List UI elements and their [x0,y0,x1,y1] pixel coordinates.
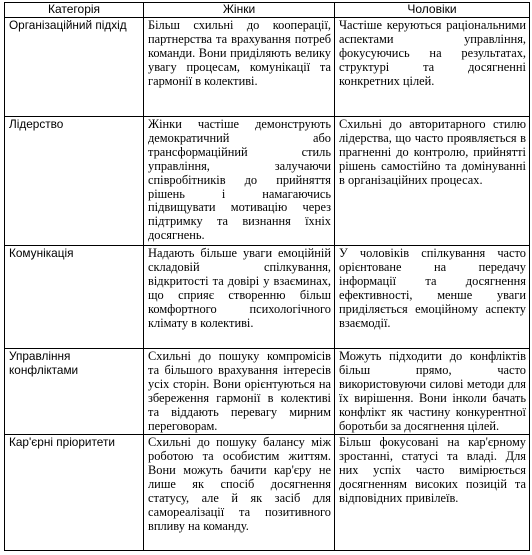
men-cell: Частіше керуються раціональними аспектами управління, фокусуючись на результатах, структурі та досягненні конкретних цілей. [335,18,530,117]
category-cell: Кар'єрні пріоритети [5,435,144,551]
table-row [5,18,530,117]
women-cell: Схильні до пошуку балансу між роботою та особистим життям. Вони можуть бачити кар'єру не лише як спосіб досягнення статусу, але й як засіб для самореалізації та позитивного впливу на команду. [144,435,335,551]
table-row [5,435,530,551]
category-cell: Комунікація [5,246,144,349]
table-header-row [5,3,530,18]
header-women: Жінки [144,3,335,18]
men-cell: У чоловіків спілкування часто орієнтоване на передачу інформації та досягнення ефективності, менше уваги приділяється емоційному аспекту взаємодії. [335,246,530,349]
category-cell: Організаційний підхід [5,18,144,117]
category-cell: Лідерство [5,117,144,246]
men-cell: Схильні до авторитарного стилю лідерства, що часто проявляється в прагненні до контролю, прийнятті рішень самостійно та домінуванні в організаційних процесах. [335,117,530,246]
comparison-table [4,2,530,551]
women-cell: Більш схильні до кооперації, партнерства та врахування потреб команди. Вони приділяють велику увагу процесам, комунікації та гармонії в колективі. [144,18,335,117]
table-row [5,246,530,349]
header-category: Категорія [5,3,144,18]
header-men: Чоловіки [335,3,530,18]
table-row [5,117,530,246]
category-cell: Управління конфліктами [5,349,144,435]
comparison-table-container [4,2,529,551]
women-cell: Надають більше уваги емоційній складовій спілкування, відкритості та довірі у взаєминах, що сприяє створенню більш комфортного психологічного клімату в колективі. [144,246,335,349]
women-cell: Жінки частіше демонструють демократичний або трансформаційний стиль управління, залучаючи співробітників до прийняття рішень і намагаючись підвищувати мотивацію через підтримку та визнання їхніх досягнень. [144,117,335,246]
table-row [5,349,530,435]
men-cell: Можуть підходити до конфліктів більш прямо, часто використовуючи силові методи для їх вирішення. Вони інколи бачать конфлікт як частину конкурентної боротьби за досягнення цілей. [335,349,530,435]
men-cell: Більш фокусовані на кар'єрному зростанні, статусі та владі. Для них успіх часто вимірюється досягненням високих позицій та відповідних привілеїв. [335,435,530,551]
women-cell: Схильні до пошуку компромісів та більшого врахування інтересів усіх сторін. Вони орієнтуються на збереження гармонії в колективі та віддають перевагу мирним переговорам. [144,349,335,435]
